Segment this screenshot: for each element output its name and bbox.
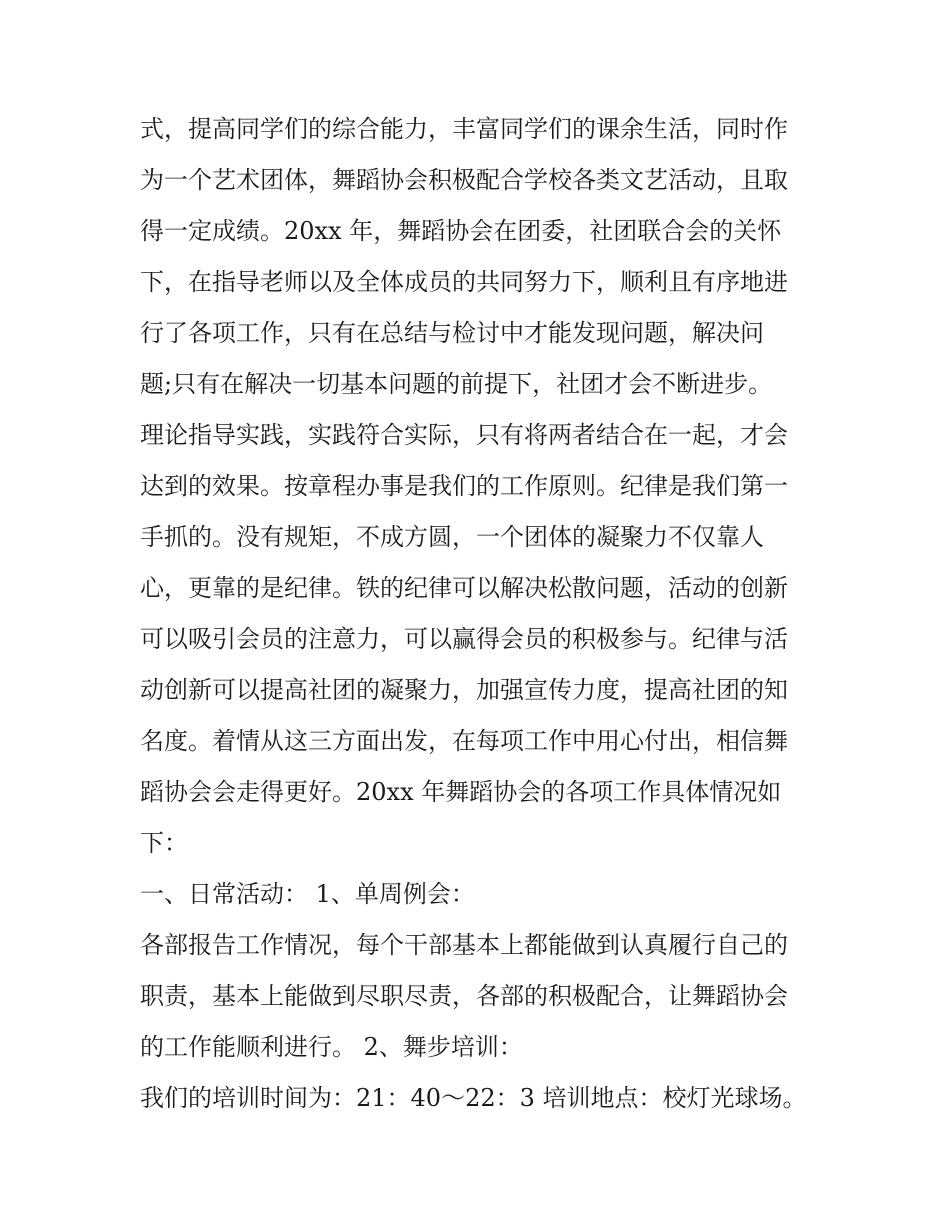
text-line: 手抓的。没有规矩，不成方圆，一个团体的凝聚力不仅靠人 — [140, 523, 764, 551]
text-line: 下： — [140, 829, 188, 857]
section-heading: 一、日常活动： 1、单周例会： — [140, 880, 475, 908]
text-line: 为一个艺术团体，舞蹈协会积极配合学校各类文艺活动，且取 — [140, 166, 788, 194]
text-line: 心，更靠的是纪律。铁的纪律可以解决松散问题，活动的创新 — [140, 574, 788, 602]
text-line: 的工作能顺利进行。 2、舞步培训： — [140, 1033, 523, 1061]
text-line: 得一定成绩。20xx 年，舞蹈协会在团委，社团联合会的关怀 — [140, 217, 782, 245]
text-line: 达到的效果。按章程办事是我们的工作原则。纪律是我们第一 — [140, 472, 788, 500]
text-line: 动创新可以提高社团的凝聚力，加强宣传力度，提高社团的知 — [140, 676, 788, 704]
text-line: 各部报告工作情况，每个干部基本上都能做到认真履行自己的 — [140, 931, 788, 959]
text-line: 下，在指导老师以及全体成员的共同努力下，顺利且有序地进 — [140, 268, 788, 296]
text-line: 题;只有在解决一切基本问题的前提下，社团才会不断进步。 — [140, 370, 773, 398]
text-line: 理论指导实践，实践符合实际，只有将两者结合在一起，才会 — [140, 421, 788, 449]
text-line: 名度。着情从这三方面出发，在每项工作中用心付出，相信舞 — [140, 727, 788, 755]
text-line: 可以吸引会员的注意力，可以赢得会员的积极参与。纪律与活 — [140, 625, 788, 653]
text-line: 蹈协会会走得更好。20xx 年舞蹈协会的各项工作具体情况如 — [140, 778, 782, 806]
text-line: 式，提高同学们的综合能力，丰富同学们的课余生活，同时作 — [140, 115, 788, 143]
body-text — [140, 104, 820, 1124]
text-line: 行了各项工作，只有在总结与检讨中才能发现问题，解决问 — [140, 319, 764, 347]
text-line: 我们的培训时间为：21：40～22：3 培训地点：校灯光球场。 — [140, 1084, 807, 1112]
text-line: 职责，基本上能做到尽职尽责，各部的积极配合，让舞蹈协会 — [140, 982, 788, 1010]
